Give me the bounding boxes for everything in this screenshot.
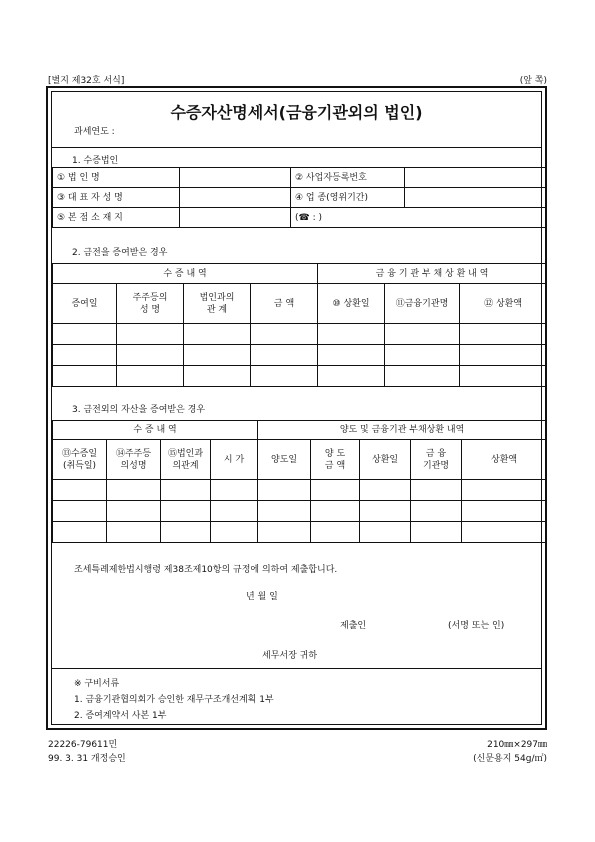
phone-field[interactable]: (☎ : ) [291, 208, 547, 228]
col-repay-amount: 상환액 [462, 440, 547, 480]
attachments-heading: ※ 구비서류 [74, 679, 120, 689]
submitter-label: 제출인 [340, 621, 367, 631]
section1-row [53, 208, 547, 228]
col-receipt-date: ⑬수증일 (취득일) [53, 440, 107, 480]
paper-size: 210㎜×297㎜ [487, 740, 547, 750]
corp-name-label: ① 법 인 명 [53, 168, 180, 188]
col-shareholder-name: ⑭주주등 의성명 [107, 440, 161, 480]
table-row [53, 366, 547, 387]
col-relationship: ⑮법인과 의관계 [161, 440, 211, 480]
section3-group2-header: 양도 및 금융기관 부채상환 내역 [258, 421, 547, 440]
col-repay-amount: ⑫ 상환액 [460, 284, 547, 324]
rep-name-value[interactable] [180, 188, 291, 208]
hq-address-label: ⑤ 본 점 소 재 지 [53, 208, 180, 228]
section1-table [52, 167, 547, 228]
section1-row [53, 168, 547, 188]
attachment-item: 2. 증여계약서 사본 1부 [74, 711, 167, 721]
biz-reg-no-value[interactable] [405, 168, 547, 188]
form-number: [별지 제32호 서식] [48, 76, 125, 86]
approval-date: 99. 3. 31 개정승인 [48, 754, 126, 764]
form-title: 수증자산명세서(금융기관외의 법인) [170, 103, 423, 122]
table-row [53, 522, 547, 543]
industry-label: ④ 업 종(영위기간) [291, 188, 405, 208]
table-row [53, 324, 547, 345]
rep-name-label: ③ 대 표 자 성 명 [53, 188, 180, 208]
col-repay-date: 상환일 [360, 440, 411, 480]
signature-label[interactable]: (서명 또는 인) [448, 621, 505, 631]
col-gift-date: 증여일 [53, 284, 117, 324]
form-code: 22226-79611민 [48, 740, 118, 750]
section3-heading: 3. 금전외의 자산을 증여받은 경우 [72, 405, 206, 415]
table-row [53, 480, 547, 501]
corp-name-value[interactable] [180, 168, 291, 188]
attachment-item: 1. 금융기관협의회가 승인한 재무구조개선계획 1부 [74, 695, 274, 705]
form-inner [51, 91, 542, 725]
col-repay-date: ⑩ 상환일 [318, 284, 385, 324]
section2-group2-header: 금 융 기 관 부 채 상 환 내 역 [318, 264, 547, 284]
col-bank-name: 금 융 기관명 [411, 440, 462, 480]
col-relationship: 법인과의 관 계 [184, 284, 251, 324]
recipient-line: 세무서장 귀하 [262, 651, 318, 661]
biz-reg-no-label: ② 사업자등록번호 [291, 168, 405, 188]
section2-heading: 2. 금전을 증여받은 경우 [72, 248, 168, 258]
table-row [53, 345, 547, 366]
hq-address-value[interactable] [180, 208, 291, 228]
section1-heading: 1. 수증법인 [72, 156, 119, 166]
section2-group1-header: 수 증 내 역 [53, 264, 318, 284]
section2-table [52, 263, 547, 387]
col-bank-name: ⑪금융기관명 [385, 284, 460, 324]
col-market-value: 시 가 [211, 440, 258, 480]
declaration-text: 조세특례제한법시행령 제38조제10항의 규정에 의하여 제출합니다. [74, 565, 338, 575]
form-frame [46, 86, 547, 730]
col-transfer-date: 양도일 [258, 440, 311, 480]
tax-year-label: 과세연도 : [74, 127, 115, 137]
divider [52, 147, 541, 148]
paper-type: (신문용지 54g/㎡) [473, 754, 547, 764]
col-transfer-amount: 양 도 금 액 [311, 440, 360, 480]
page-side-label: (앞 쪽) [519, 76, 547, 86]
section3-table [52, 420, 547, 543]
section3-group1-header: 수 증 내 역 [53, 421, 258, 440]
col-shareholder-name: 주주등의 성 명 [117, 284, 184, 324]
table-row [53, 501, 547, 522]
divider [52, 668, 541, 669]
date-line[interactable]: 년 월 일 [246, 592, 278, 602]
col-amount: 금 액 [251, 284, 318, 324]
industry-value[interactable] [405, 188, 547, 208]
section1-row [53, 188, 547, 208]
